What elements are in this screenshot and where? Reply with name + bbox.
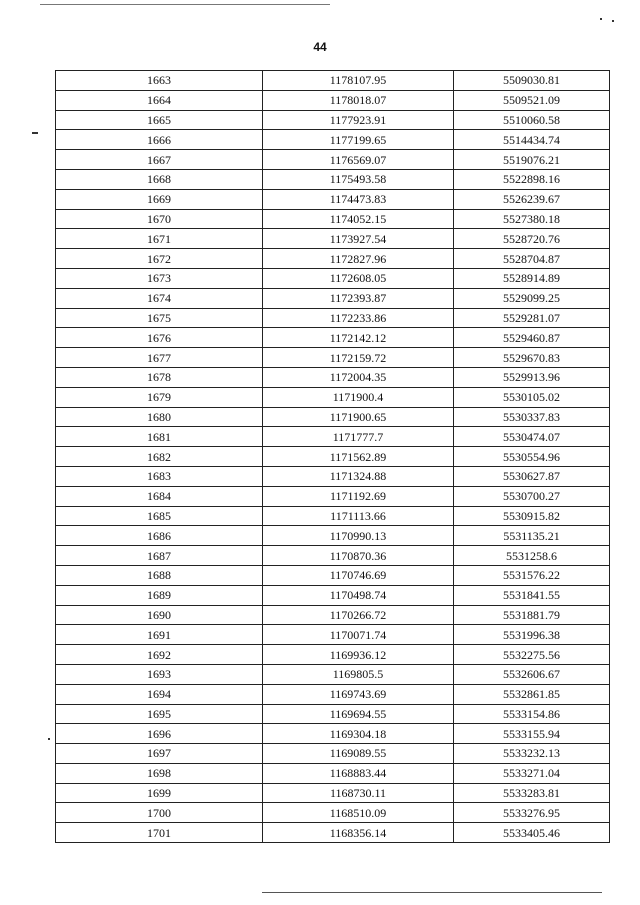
- table-row: [56, 249, 610, 269]
- y-coordinate-cell: 5532861.85: [454, 684, 610, 704]
- x-coordinate-cell: 1174052.15: [263, 209, 454, 229]
- table-row: [56, 387, 610, 407]
- x-coordinate-cell: 1168510.09: [263, 803, 454, 823]
- x-coordinate-cell: 1172233.86: [263, 308, 454, 328]
- y-coordinate-cell: 5526239.67: [454, 189, 610, 209]
- table-row: [56, 526, 610, 546]
- x-coordinate-cell: 1171900.65: [263, 407, 454, 427]
- point-number-cell: 1673: [56, 268, 263, 288]
- point-number-cell: 1667: [56, 150, 263, 170]
- point-number-cell: 1665: [56, 110, 263, 130]
- point-number-cell: 1688: [56, 565, 263, 585]
- y-coordinate-cell: 5531258.6: [454, 546, 610, 566]
- y-coordinate-cell: 5529460.87: [454, 328, 610, 348]
- x-coordinate-cell: 1169304.18: [263, 724, 454, 744]
- point-number-cell: 1696: [56, 724, 263, 744]
- point-number-cell: 1680: [56, 407, 263, 427]
- point-number-cell: 1691: [56, 625, 263, 645]
- table-row: [56, 763, 610, 783]
- y-coordinate-cell: 5531135.21: [454, 526, 610, 546]
- x-coordinate-cell: 1174473.83: [263, 189, 454, 209]
- table-row: [56, 744, 610, 764]
- table-row: [56, 308, 610, 328]
- table-row: [56, 645, 610, 665]
- y-coordinate-cell: 5530700.27: [454, 486, 610, 506]
- x-coordinate-cell: 1171562.89: [263, 447, 454, 467]
- y-coordinate-cell: 5528914.89: [454, 268, 610, 288]
- x-coordinate-cell: 1169089.55: [263, 744, 454, 764]
- y-coordinate-cell: 5529670.83: [454, 348, 610, 368]
- table-row: [56, 150, 610, 170]
- y-coordinate-cell: 5509521.09: [454, 90, 610, 110]
- x-coordinate-cell: 1175493.58: [263, 169, 454, 189]
- table-row: [56, 110, 610, 130]
- point-number-cell: 1697: [56, 744, 263, 764]
- x-coordinate-cell: 1170870.36: [263, 546, 454, 566]
- y-coordinate-cell: 5529281.07: [454, 308, 610, 328]
- y-coordinate-cell: 5514434.74: [454, 130, 610, 150]
- point-number-cell: 1684: [56, 486, 263, 506]
- point-number-cell: 1678: [56, 367, 263, 387]
- y-coordinate-cell: 5533283.81: [454, 783, 610, 803]
- point-number-cell: 1686: [56, 526, 263, 546]
- scan-mark: [48, 738, 50, 740]
- x-coordinate-cell: 1173927.54: [263, 229, 454, 249]
- table-row: [56, 605, 610, 625]
- y-coordinate-cell: 5527380.18: [454, 209, 610, 229]
- x-coordinate-cell: 1170746.69: [263, 565, 454, 585]
- point-number-cell: 1687: [56, 546, 263, 566]
- table-row: [56, 546, 610, 566]
- table-row: [56, 565, 610, 585]
- x-coordinate-cell: 1169936.12: [263, 645, 454, 665]
- y-coordinate-cell: 5533154.86: [454, 704, 610, 724]
- table-row: [56, 427, 610, 447]
- point-number-cell: 1670: [56, 209, 263, 229]
- table-row: [56, 288, 610, 308]
- point-number-cell: 1669: [56, 189, 263, 209]
- y-coordinate-cell: 5522898.16: [454, 169, 610, 189]
- table-row: [56, 466, 610, 486]
- y-coordinate-cell: 5529099.25: [454, 288, 610, 308]
- point-number-cell: 1663: [56, 71, 263, 91]
- point-number-cell: 1681: [56, 427, 263, 447]
- table-row: [56, 664, 610, 684]
- x-coordinate-cell: 1169743.69: [263, 684, 454, 704]
- table-row: [56, 130, 610, 150]
- point-number-cell: 1682: [56, 447, 263, 467]
- table-row: [56, 585, 610, 605]
- point-number-cell: 1679: [56, 387, 263, 407]
- bottom-rule: [262, 892, 602, 893]
- table-row: [56, 486, 610, 506]
- point-number-cell: 1675: [56, 308, 263, 328]
- y-coordinate-cell: 5528720.76: [454, 229, 610, 249]
- scan-mark: [32, 132, 38, 134]
- y-coordinate-cell: 5533271.04: [454, 763, 610, 783]
- x-coordinate-cell: 1172393.87: [263, 288, 454, 308]
- x-coordinate-cell: 1168730.11: [263, 783, 454, 803]
- y-coordinate-cell: 5519076.21: [454, 150, 610, 170]
- point-number-cell: 1671: [56, 229, 263, 249]
- x-coordinate-cell: 1171900.4: [263, 387, 454, 407]
- x-coordinate-cell: 1177199.65: [263, 130, 454, 150]
- point-number-cell: 1683: [56, 466, 263, 486]
- page-number: 44: [313, 40, 327, 54]
- point-number-cell: 1689: [56, 585, 263, 605]
- y-coordinate-cell: 5533155.94: [454, 724, 610, 744]
- x-coordinate-cell: 1170990.13: [263, 526, 454, 546]
- y-coordinate-cell: 5533405.46: [454, 823, 610, 843]
- point-number-cell: 1699: [56, 783, 263, 803]
- x-coordinate-cell: 1171192.69: [263, 486, 454, 506]
- x-coordinate-cell: 1178107.95: [263, 71, 454, 91]
- y-coordinate-cell: 5533276.95: [454, 803, 610, 823]
- table-row: [56, 625, 610, 645]
- table-row: [56, 783, 610, 803]
- scan-mark: [612, 20, 614, 22]
- point-number-cell: 1677: [56, 348, 263, 368]
- x-coordinate-cell: 1172142.12: [263, 328, 454, 348]
- x-coordinate-cell: 1172827.96: [263, 249, 454, 269]
- y-coordinate-cell: 5533232.13: [454, 744, 610, 764]
- y-coordinate-cell: 5531841.55: [454, 585, 610, 605]
- table-row: [56, 803, 610, 823]
- table-row: [56, 229, 610, 249]
- table-row: [56, 189, 610, 209]
- y-coordinate-cell: 5530105.02: [454, 387, 610, 407]
- point-number-cell: 1701: [56, 823, 263, 843]
- table-row: [56, 209, 610, 229]
- x-coordinate-cell: 1168356.14: [263, 823, 454, 843]
- point-number-cell: 1664: [56, 90, 263, 110]
- x-coordinate-cell: 1169694.55: [263, 704, 454, 724]
- point-number-cell: 1698: [56, 763, 263, 783]
- point-number-cell: 1700: [56, 803, 263, 823]
- x-coordinate-cell: 1177923.91: [263, 110, 454, 130]
- y-coordinate-cell: 5530554.96: [454, 447, 610, 467]
- point-number-cell: 1690: [56, 605, 263, 625]
- x-coordinate-cell: 1178018.07: [263, 90, 454, 110]
- table-row: [56, 268, 610, 288]
- y-coordinate-cell: 5509030.81: [454, 71, 610, 91]
- coordinate-table: [55, 70, 610, 843]
- point-number-cell: 1672: [56, 249, 263, 269]
- x-coordinate-cell: 1171324.88: [263, 466, 454, 486]
- table-row: [56, 684, 610, 704]
- y-coordinate-cell: 5530474.07: [454, 427, 610, 447]
- point-number-cell: 1695: [56, 704, 263, 724]
- y-coordinate-cell: 5529913.96: [454, 367, 610, 387]
- x-coordinate-cell: 1172004.35: [263, 367, 454, 387]
- point-number-cell: 1676: [56, 328, 263, 348]
- y-coordinate-cell: 5531576.22: [454, 565, 610, 585]
- point-number-cell: 1692: [56, 645, 263, 665]
- x-coordinate-cell: 1172608.05: [263, 268, 454, 288]
- table-row: [56, 71, 610, 91]
- x-coordinate-cell: 1170266.72: [263, 605, 454, 625]
- table-row: [56, 407, 610, 427]
- point-number-cell: 1666: [56, 130, 263, 150]
- table-row: [56, 348, 610, 368]
- x-coordinate-cell: 1170498.74: [263, 585, 454, 605]
- y-coordinate-cell: 5530627.87: [454, 466, 610, 486]
- scan-mark: [600, 18, 602, 20]
- table-body: [56, 71, 610, 843]
- y-coordinate-cell: 5530915.82: [454, 506, 610, 526]
- table-row: [56, 506, 610, 526]
- x-coordinate-cell: 1172159.72: [263, 348, 454, 368]
- x-coordinate-cell: 1170071.74: [263, 625, 454, 645]
- point-number-cell: 1694: [56, 684, 263, 704]
- table-row: [56, 328, 610, 348]
- x-coordinate-cell: 1176569.07: [263, 150, 454, 170]
- table-row: [56, 367, 610, 387]
- y-coordinate-cell: 5532275.56: [454, 645, 610, 665]
- y-coordinate-cell: 5510060.58: [454, 110, 610, 130]
- y-coordinate-cell: 5531881.79: [454, 605, 610, 625]
- table-row: [56, 823, 610, 843]
- table-row: [56, 90, 610, 110]
- table-row: [56, 724, 610, 744]
- x-coordinate-cell: 1171113.66: [263, 506, 454, 526]
- y-coordinate-cell: 5528704.87: [454, 249, 610, 269]
- x-coordinate-cell: 1168883.44: [263, 763, 454, 783]
- y-coordinate-cell: 5531996.38: [454, 625, 610, 645]
- table-row: [56, 169, 610, 189]
- x-coordinate-cell: 1171777.7: [263, 427, 454, 447]
- table-row: [56, 447, 610, 467]
- point-number-cell: 1668: [56, 169, 263, 189]
- top-rule: [40, 4, 330, 5]
- y-coordinate-cell: 5532606.67: [454, 664, 610, 684]
- table-row: [56, 704, 610, 724]
- y-coordinate-cell: 5530337.83: [454, 407, 610, 427]
- point-number-cell: 1685: [56, 506, 263, 526]
- point-number-cell: 1674: [56, 288, 263, 308]
- x-coordinate-cell: 1169805.5: [263, 664, 454, 684]
- point-number-cell: 1693: [56, 664, 263, 684]
